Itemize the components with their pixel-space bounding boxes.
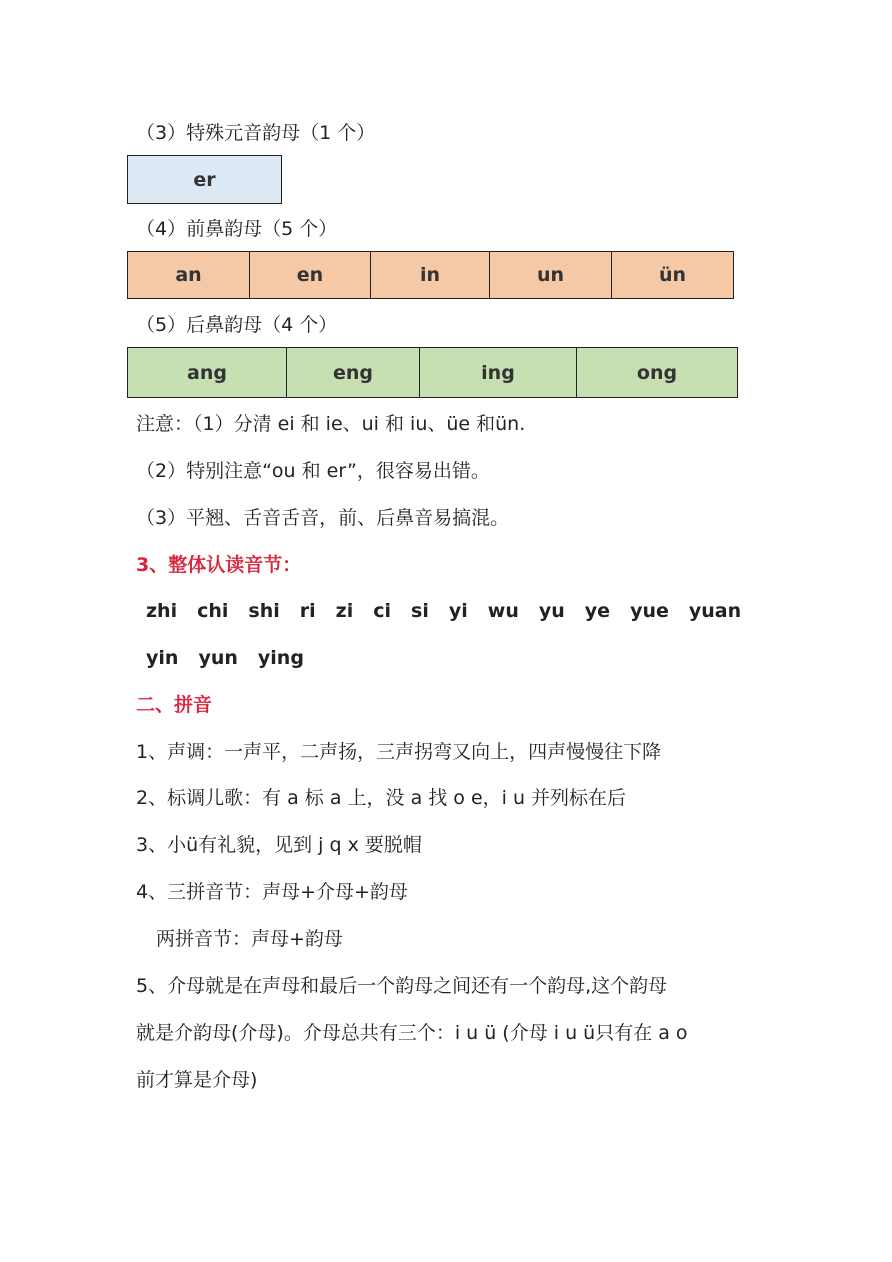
final-cell: un bbox=[490, 252, 612, 299]
whole-syllable-heading: 3、整体认读音节： bbox=[136, 554, 302, 576]
final-cell: ang bbox=[128, 348, 287, 398]
syllable: yun bbox=[198, 647, 238, 669]
front-nasal-table bbox=[127, 251, 734, 299]
final-cell: en bbox=[250, 252, 371, 299]
note-3: （3）平翘、舌音舌音，前、后鼻音易搞混。 bbox=[136, 507, 510, 529]
syllable: chi bbox=[197, 600, 229, 622]
final-cell: er bbox=[128, 156, 282, 204]
section-front-nasal-heading: （4）前鼻韵母（5 个） bbox=[136, 218, 338, 240]
syllable: ri bbox=[299, 600, 316, 622]
back-nasal-table bbox=[127, 347, 738, 398]
syllable: wu bbox=[487, 600, 519, 622]
syllable: ye bbox=[584, 600, 611, 622]
syllable: yue bbox=[630, 600, 669, 622]
syllable: yu bbox=[538, 600, 565, 622]
note-1: 注意：（1）分清 ei 和 ie、ui 和 iu、üe 和ün. bbox=[136, 413, 526, 435]
syllable: yuan bbox=[688, 600, 742, 622]
note-2: （2）特别注意“ou 和 er”，很容易出错。 bbox=[136, 460, 490, 482]
final-cell: an bbox=[128, 252, 250, 299]
final-cell: ün bbox=[612, 252, 734, 299]
final-cell: ing bbox=[420, 348, 577, 398]
pinyin-heading: 二、拼音 bbox=[136, 694, 213, 716]
whole-syllable-row-2 bbox=[146, 646, 324, 670]
pinyin-point-5-line-2: 就是介韵母(介母)。介母总共有三个：i u ü (介母 i u ü只有在 a o bbox=[136, 1022, 688, 1044]
section-back-nasal-heading: （5）后鼻韵母（4 个） bbox=[136, 314, 338, 336]
syllable: ying bbox=[257, 647, 304, 669]
syllable: ci bbox=[373, 600, 392, 622]
whole-syllable-row-1 bbox=[146, 599, 741, 623]
pinyin-point-5-line-3: 前才算是介母) bbox=[136, 1069, 258, 1091]
pinyin-point-4: 4、三拼音节：声母+介母+韵母 bbox=[136, 881, 408, 903]
syllable: yi bbox=[448, 600, 468, 622]
syllable: zhi bbox=[146, 600, 178, 622]
syllable: zi bbox=[335, 600, 354, 622]
syllable: shi bbox=[248, 600, 280, 622]
syllable: yin bbox=[146, 647, 179, 669]
pinyin-point-5-line-1: 5、介母就是在声母和最后一个韵母之间还有一个韵母,这个韵母 bbox=[136, 975, 668, 997]
section-special-vowel-heading: （3）特殊元音韵母（1 个） bbox=[136, 122, 376, 144]
pinyin-point-2: 2、标调儿歌：有 a 标 a 上，没 a 找 o e，i u 并列标在后 bbox=[136, 787, 627, 809]
final-cell: in bbox=[371, 252, 490, 299]
pinyin-point-3: 3、小ü有礼貌，见到 j q x 要脱帽 bbox=[136, 834, 422, 856]
special-vowel-table bbox=[127, 155, 282, 204]
pinyin-point-1: 1、声调：一声平，二声扬，三声拐弯又向上，四声慢慢往下降 bbox=[136, 741, 662, 763]
pinyin-point-4b: 两拼音节：声母+韵母 bbox=[156, 928, 343, 950]
syllable: si bbox=[411, 600, 429, 622]
final-cell: ong bbox=[577, 348, 738, 398]
final-cell: eng bbox=[287, 348, 420, 398]
